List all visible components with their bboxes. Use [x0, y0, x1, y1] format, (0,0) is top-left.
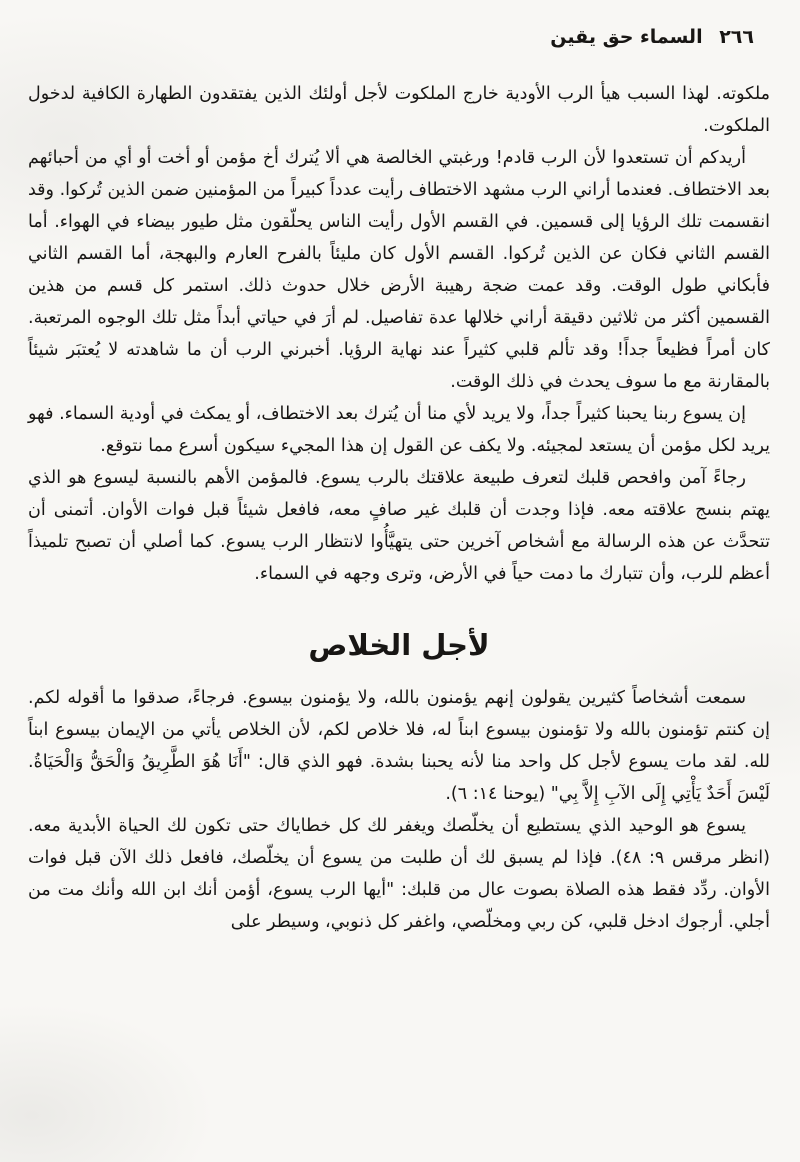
book-title: السماء حق يقين — [550, 26, 703, 48]
page-header — [28, 24, 770, 50]
page-body — [28, 78, 770, 938]
page-number: ٢٦٦ — [719, 26, 754, 48]
paragraph: أريدكم أن تستعدوا لأن الرب قادم! ورغبتي الخالصة هي ألا يُترك أخ مؤمن أو أخت أو أي من أحبائهم بعد الاختطاف. فعندما أراني الرب مشهد الاختطاف رأيت عدداً كبيراً من المؤمنين ضمن الذين تُركوا. وقد انقسمت تلك الرؤيا إلى قسمين. في القسم الأول رأيت الناس يحلّقون مثل طيور بيضاء في الهواء. أما القسم الثاني فكان عن الذين تُركوا. القسم الأول كان مليئاً بالفرح العارم والبهجة، أما القسم الثاني فأبكاني طول الوقت. وقد عمت ضجة رهيبة الأرض خلال حدوث ذلك. استمر كل قسم من هذين القسمين أكثر من ثلاثين دقيقة أراني خلالها عدة تفاصيل. لم أرَ في حياتي أبداً مثل تلك الوجوه المرتعبة. كان أمراً فظيعاً جداً! وقد تألم قلبي كثيراً عند نهاية الرؤيا. أخبرني الرب أن ما شاهدته لا يُعتبَر شيئاً بالمقارنة مع ما سوف يحدث في ذلك الوقت. — [28, 148, 770, 392]
section-heading: لأجل الخلاص — [308, 628, 490, 662]
paragraph-continuation: ملكوته. لهذا السبب هيأ الرب الأودية خارج الملكوت لأجل أولئك الذين يفتقدون الطهارة الكافية لدخول الملكوت. — [28, 84, 770, 136]
paragraph: يسوع هو الوحيد الذي يستطيع أن يخلّصك ويغفر لك كل خطاياك حتى تكون لك الحياة الأبدية معه. (انظر مرقس ٩: ٤٨). فإذا لم يسبق لك أن طلبت من يسوع أن يخلّصك، فافعل ذلك الآن قبل فوات الأوان. ردِّد فقط هذه الصلاة بصوت عال من قلبك: "أيها الرب يسوع، أؤمن أنك ابن الله وأنك مت من أجلي. أرجوك ادخل قلبي، كن ربي ومخلّصي، واغفر كل ذنوبي، وسيطر على — [28, 816, 770, 932]
paragraph: رجاءً آمن وافحص قلبك لتعرف طبيعة علاقتك بالرب يسوع. فالمؤمن الأهم بالنسبة ليسوع هو الذي يهتم بنسج علاقته معه. فإذا وجدت أن قلبك غير صافٍ معه، فافعل شيئاً قبل فوات الأوان. أتمنى أن تتحدَّث عن هذه الرسالة مع أشخاص آخرين حتى يتهيَّأُوا لانتظار الرب يسوع. كما أصلي أن تصبح تلميذاً أعظم للرب، وأن تتبارك ما دمت حياً في الأرض، وترى وجهه في السماء. — [28, 468, 770, 584]
paragraph: إن يسوع ربنا يحبنا كثيراً جداً، ولا يريد لأي منا أن يُترك بعد الاختطاف، أو يمكث في أودية السماء. فهو يريد لكل مؤمن أن يستعد لمجيئه. ولا يكف عن القول إن هذا المجيء سيكون أسرع مما نتوقع. — [28, 404, 770, 456]
paragraph: سمعت أشخاصاً كثيرين يقولون إنهم يؤمنون بالله، ولا يؤمنون بيسوع. فرجاءً، صدقوا ما أقوله لكم. إن كنتم تؤمنون بالله ولا تؤمنون بيسوع ابناً له، فلا خلاص لكم، لأن الخلاص يأتي من الإيمان بيسوع ابناً لله. لقد مات يسوع لأجل كل واحد منا لأنه يحبنا بشدة. فهو الذي قال: "أَنَا هُوَ الطَّرِيقُ وَالْحَقُّ وَالْحَيَاةُ. لَيْسَ أَحَدٌ يَأْتِي إِلَى الآبِ إِلاَّ بِي" (يوحنا ١٤: ٦). — [28, 688, 770, 804]
